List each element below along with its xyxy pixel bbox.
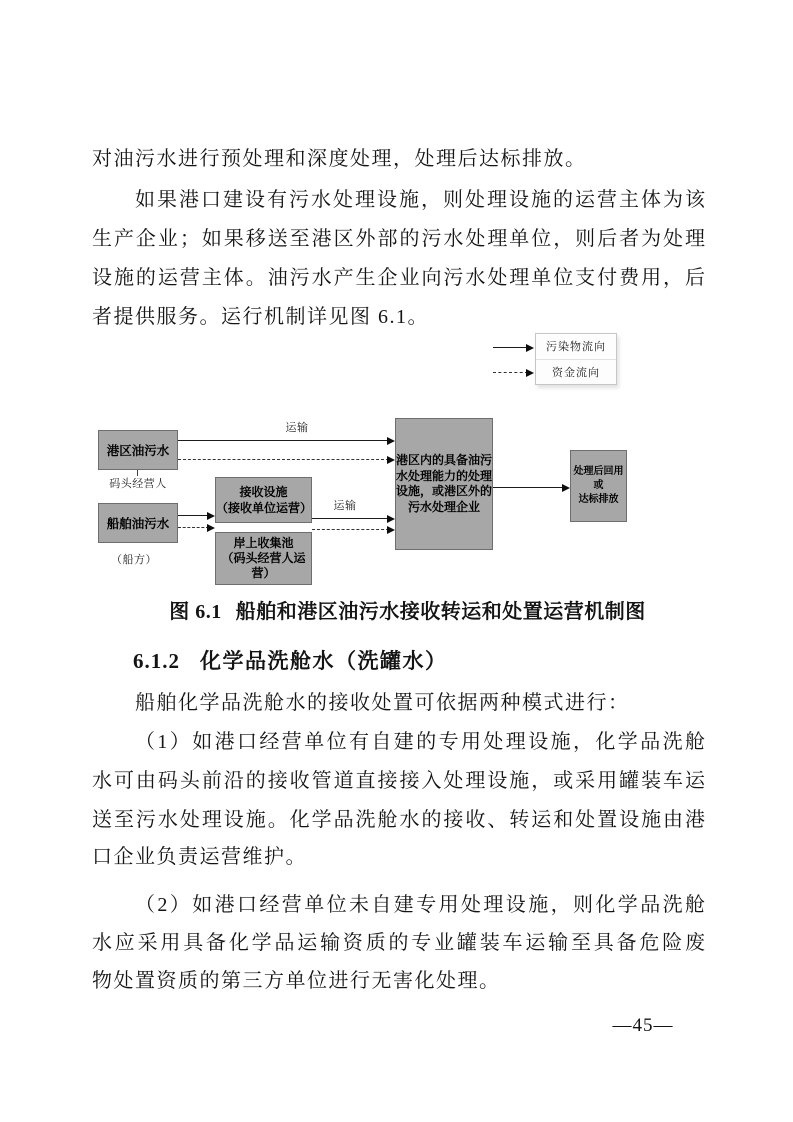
arrow-head-icon xyxy=(207,524,215,532)
node-label: 接收设施 xyxy=(239,485,288,499)
section-heading xyxy=(133,645,448,677)
arrow-head-icon xyxy=(562,484,570,492)
node-label: （码头经营人运 xyxy=(221,551,306,565)
node-receiving-facility xyxy=(215,477,312,523)
body-line: 生产企业；如果移送至港区外部的污水处理单位，则后者为处理 xyxy=(92,228,706,250)
arrow-head-icon xyxy=(526,369,534,377)
node-shore-collection-pool xyxy=(215,532,312,585)
flow-arrow-ship-to-pool-dashed xyxy=(178,524,215,532)
figure-caption-title: 船舶和港区油污水接收转运和处置运营机制图 xyxy=(235,601,646,623)
node-label: 达标排放 xyxy=(578,494,619,505)
dock-operator-label: 码头经营人 xyxy=(109,478,167,490)
arrow-head-icon xyxy=(526,344,534,352)
arrow-head-icon xyxy=(387,526,395,534)
arrow-head-icon xyxy=(387,456,395,464)
node-treatment-facility xyxy=(395,418,493,550)
flow-arrow-ship-to-receiving-solid xyxy=(178,512,215,520)
flow-arrow-pool-to-treatment-dashed xyxy=(312,526,395,534)
node-label: 港区内的具备油污 xyxy=(396,453,493,467)
arrow-shaft xyxy=(178,515,209,516)
legend-pollutant-flow-label: 污染物流向 xyxy=(536,334,616,360)
transport-label-top: 运输 xyxy=(285,422,309,434)
ship-side-label: （船方） xyxy=(111,554,157,566)
arrow-head-icon xyxy=(387,437,395,445)
arrow-head-icon xyxy=(387,515,395,523)
body-line: 口企业负责运营维护。 xyxy=(92,846,307,868)
transport-label-mid: 运输 xyxy=(333,500,357,512)
node-label: （接收单位运营） xyxy=(216,501,313,515)
arrow-shaft xyxy=(493,347,528,348)
body-line: 设施的运营主体。油污水产生企业向污水处理单位支付费用，后 xyxy=(92,267,706,289)
flow-arrow-port-to-treatment-solid xyxy=(178,437,395,445)
legend-fund-flow-label: 资金流向 xyxy=(552,366,600,379)
body-line: 水应采用具备化学品运输资质的专业罐装车运输至具备危险废 xyxy=(92,932,706,954)
node-label: 处理后回用或 xyxy=(573,466,624,491)
node-label: 船舶油污水 xyxy=(106,517,170,531)
figure-caption xyxy=(0,597,793,627)
arrow-shaft xyxy=(312,518,389,519)
body-line: 如果港口建设有污水处理设施，则处理设施的运营主体为该 xyxy=(135,189,706,211)
arrow-shaft xyxy=(493,487,564,488)
node-label: 营） xyxy=(251,566,276,580)
legend-box xyxy=(535,333,617,385)
arrow-shaft xyxy=(493,372,528,373)
legend-solid-arrow-icon xyxy=(493,344,534,352)
body-line: （2）如港口经营单位未自建专用处理设施，则化学品洗舱 xyxy=(135,894,706,916)
body-line: 对油污水进行预处理和深度处理，处理后达标排放。 xyxy=(92,148,587,170)
node-ship-oily-water xyxy=(98,503,178,543)
arrow-shaft xyxy=(178,440,389,441)
legend-dashed-arrow-icon xyxy=(493,369,534,377)
node-label: 岸上收集池 xyxy=(233,536,294,550)
arrow-shaft xyxy=(178,527,209,528)
flow-arrow-treatment-to-discharge xyxy=(493,484,570,492)
arrow-head-icon xyxy=(207,512,215,520)
body-line: （1）如港口经营单位有自建的专用处理设施，化学品洗舱 xyxy=(135,731,706,753)
arrow-shaft xyxy=(178,459,389,460)
section-number: 6.1.2 xyxy=(133,649,180,673)
arrow-shaft xyxy=(312,529,389,530)
page-number: —45— xyxy=(612,1015,674,1036)
node-label: 水处理能力的处理 xyxy=(396,468,493,483)
node-reuse-discharge xyxy=(570,450,627,522)
section-title: 化学品洗舱水（洗罐水） xyxy=(200,649,448,673)
body-line: 水可由码头前沿的接收管道直接接入处理设施，或采用罐装车运 xyxy=(92,770,706,792)
node-label: 设施，或港区外的 xyxy=(396,484,493,498)
body-line: 物处置资质的第三方单位进行无害化处理。 xyxy=(92,970,501,992)
node-port-oily-water xyxy=(98,430,178,470)
flow-arrow-port-to-treatment-dashed xyxy=(178,456,395,464)
figure-caption-number: 图 6.1 xyxy=(169,601,222,623)
flow-arrow-receiving-to-treatment-solid xyxy=(312,515,395,523)
body-line: 者提供服务。运行机制详见图 6.1。 xyxy=(92,306,429,328)
node-label: 港区油污水 xyxy=(106,444,170,458)
body-line: 送至污水处理设施。化学品洗舱水的接收、转运和处置设施由港 xyxy=(92,809,706,831)
node-label: 污水处理企业 xyxy=(407,499,480,514)
body-line: 船舶化学品洗舱水的接收处置可依据两种模式进行： xyxy=(135,692,630,714)
